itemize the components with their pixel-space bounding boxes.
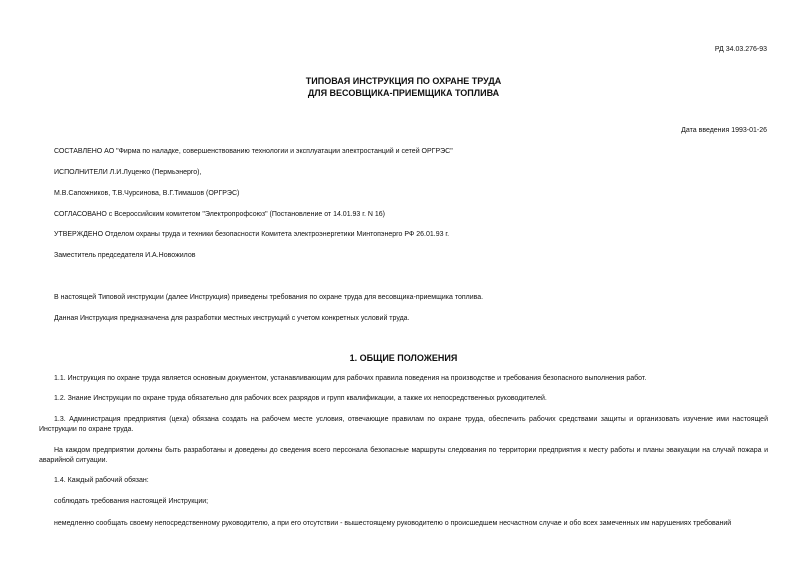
paragraph-1-1: 1.1. Инструкция по охране труда является основным документом, устанавливающим для рабочих правила поведения на производстве и требования безопасного выполнения работ.	[54, 375, 647, 382]
composed-by: СОСТАВЛЕНО АО "Фирма по наладке, совершенствованию технологии и эксплуатации электростанций и сетей ОРГРЭС"	[54, 148, 453, 155]
document-title-line1: ТИПОВАЯ ИНСТРУКЦИЯ ПО ОХРАНЕ ТРУДА	[305, 76, 502, 86]
approved-by: УТВЕРЖДЕНО Отделом охраны труда и техники безопасности Комитета электроэнергетики Минтопэнерго РФ 26.01.93 г.	[54, 231, 450, 238]
document-code: РД 34.03.276-93	[714, 46, 767, 53]
effective-date: Дата введения 1993-01-26	[681, 127, 767, 134]
executors-names: М.В.Сапожников, Т.В.Чурсинова, В.Г.Тимашов (ОРГРЭС)	[54, 190, 240, 197]
paragraph-1-4-item-2: немедленно сообщать своему непосредственному руководителю, а при его отсутствии - вышестоящему руководителю о происшедшем несчастном случае и обо всех замеченных им нарушениях требований	[54, 520, 732, 527]
paragraph-1-2: 1.2. Знание Инструкции по охране труда обязательно для рабочих всех разрядов и групп квалификации, а также их непосредственных руководителей.	[54, 395, 547, 402]
section-heading-general: 1. ОБЩИЕ ПОЛОЖЕНИЯ	[349, 353, 458, 363]
paragraph-1-3-evacuation: На каждом предприятии должны быть разработаны и доведены до сведения всего персонала безопасные маршруты следования по территории предприятия к месту работы и планы эвакуации на случай пожара и аварийной ситуации.	[39, 447, 768, 464]
document-title-line2: ДЛЯ ВЕСОВЩИКА-ПРИЕМЩИКА ТОПЛИВА	[307, 88, 500, 98]
deputy-chairman: Заместитель председателя И.А.Новожилов	[54, 252, 196, 259]
paragraph-1-4-item-1: соблюдать требования настоящей Инструкции;	[54, 498, 209, 505]
paragraph-1-4: 1.4. Каждый рабочий обязан:	[54, 477, 149, 484]
intro-paragraph-2: Данная Инструкция предназначена для разработки местных инструкций с учетом конкретных условий труда.	[54, 315, 410, 322]
intro-paragraph-1: В настоящей Типовой инструкции (далее Инструкция) приведены требования по охране труда для весовщика-приемщика топлива.	[54, 294, 484, 301]
paragraph-1-3: 1.3. Администрация предприятия (цеха) обязана создать на рабочем месте условия, отвечающие правилам по охране труда, обеспечить рабочих средствами защиты и организовать изучение ими настоящей Инструкции по охране труда.	[39, 416, 768, 433]
executors: ИСПОЛНИТЕЛИ Л.И.Луценко (Пермьэнерго),	[54, 169, 202, 176]
agreed-with: СОГЛАСОВАНО с Всероссийским комитетом "Электропрофсоюз" (Постановление от 14.01.93 г. N 16)	[54, 211, 385, 218]
